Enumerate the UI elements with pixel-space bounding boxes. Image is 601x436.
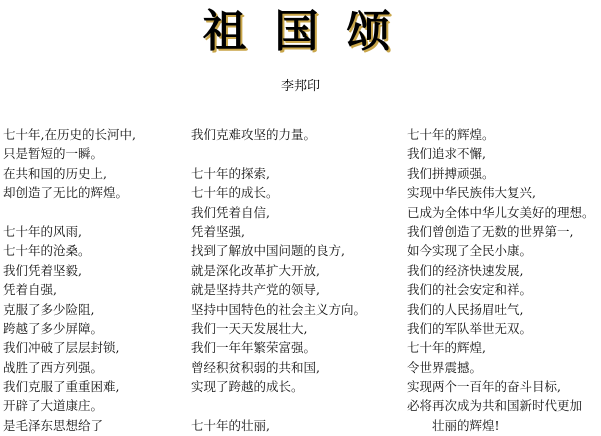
poem-line: 我们一天天发展壮大, xyxy=(191,320,308,336)
poem-line: 凭着坚强, xyxy=(191,223,245,239)
poem-line: 跨越了多少屏障。 xyxy=(3,320,104,336)
poem-title: 祖国颂 xyxy=(202,6,419,57)
poem-line: 我们凭着坚毅, xyxy=(3,262,82,278)
poem-line: 就是坚持共产党的领导, xyxy=(191,282,320,298)
stanza-break xyxy=(191,396,366,415)
stanza-break xyxy=(3,203,136,222)
poem-line: 七十年的辉煌。 xyxy=(407,127,495,142)
poem-line: 就是深化改革扩大开放, xyxy=(191,262,320,278)
poem-line: 我们克服了重重困难, xyxy=(3,379,120,395)
poem-line: 七十年的沧桑。 xyxy=(3,243,91,259)
poem-line: 七十年的辉煌, xyxy=(407,340,486,356)
poem-line: 七十年的壮丽, xyxy=(191,417,270,433)
poem-column-3 xyxy=(407,125,595,435)
poem-line: 七十年的风雨, xyxy=(3,223,82,239)
poem-line: 我们追求不懈, xyxy=(407,146,486,162)
poem-line: 我们的社会安定和祥。 xyxy=(407,282,533,298)
poem-line: 我们的经济快速发展, xyxy=(407,262,524,278)
poem-line: 实现中华民族伟大复兴, xyxy=(407,185,536,201)
poem-line: 克服了多少险阻, xyxy=(3,301,95,317)
poem-line: 七十年,在历史的长河中, xyxy=(3,127,136,142)
poem-line: 凭着自强, xyxy=(3,282,57,298)
poem-author: 李邦印 xyxy=(280,79,320,94)
stanza-break xyxy=(191,144,366,163)
poem-line: 实现了跨越的成长。 xyxy=(191,379,304,395)
poem-line: 令世界震撼。 xyxy=(407,359,483,375)
poem-line: 我们凭着自信, xyxy=(191,204,270,220)
poem-line: 已成为全体中华儿女美好的理想。 xyxy=(407,204,595,220)
poem-line: 是毛泽东思想给了 xyxy=(3,417,104,433)
poem-line: 壮丽的辉煌! xyxy=(432,417,500,433)
poem-line: 七十年的探索, xyxy=(191,165,270,181)
poem-line: 在共和国的历史上, xyxy=(3,165,107,181)
poem-line: 只是暂短的一瞬。 xyxy=(3,146,104,162)
poem-line: 我们冲破了层层封锁, xyxy=(3,340,120,356)
poem-line: 我们的军队举世无双。 xyxy=(407,320,533,336)
poem-column-1 xyxy=(3,125,136,435)
poem-line: 却创造了无比的辉煌。 xyxy=(3,185,129,201)
poem-line: 开辟了大道康庄。 xyxy=(3,398,104,414)
poem-line: 战胜了西方列强。 xyxy=(3,359,104,375)
poem-line: 我们曾创造了无数的世界第一, xyxy=(407,223,574,239)
poem-line: 必将再次成为共和国新时代更加 xyxy=(407,398,583,414)
poem-line: 实现两个一百年的奋斗目标, xyxy=(407,379,561,395)
poem-line: 坚持中国特色的社会主义方向。 xyxy=(191,301,367,317)
poem-line: 找到了解放中国问题的良方, xyxy=(191,243,345,259)
poem-line: 我们克难攻坚的力量。 xyxy=(191,127,317,142)
poem-line: 七十年的成长。 xyxy=(191,185,279,201)
poem-line: 我们一年年繁荣富强。 xyxy=(191,340,317,356)
poem-line: 如今实现了全民小康。 xyxy=(407,243,533,259)
poem-column-2 xyxy=(191,125,366,435)
poem-line: 我们的人民扬眉吐气, xyxy=(407,301,524,317)
poem-line: 曾经积贫积弱的共和国, xyxy=(191,359,320,375)
poem-line: 我们拼搏顽强。 xyxy=(407,165,495,181)
